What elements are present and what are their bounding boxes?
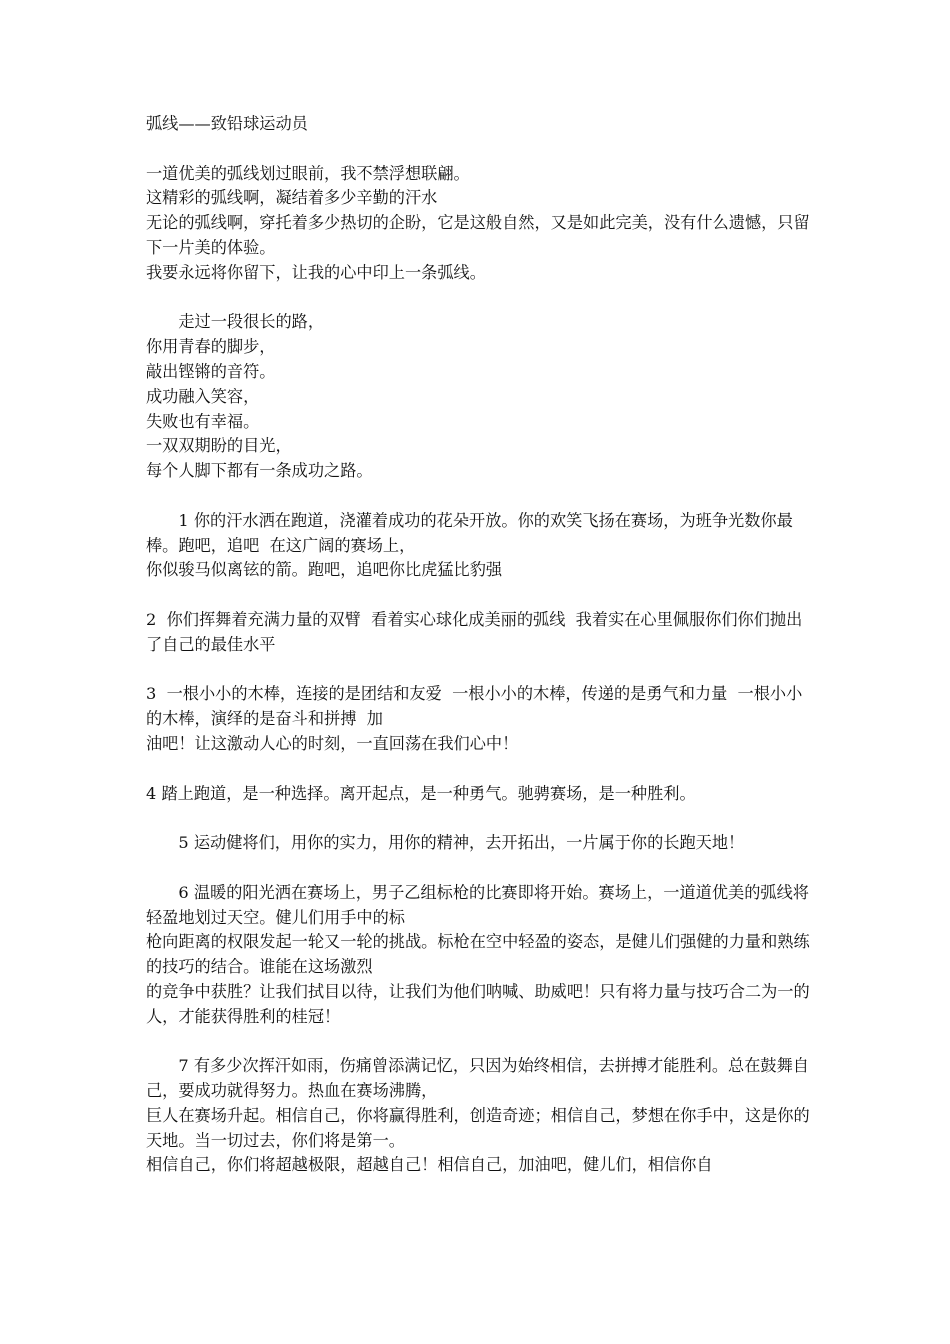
text-line: 4 踏上跑道，是一种选择。离开起点，是一种勇气。驰骋赛场，是一种胜利。 bbox=[146, 783, 696, 803]
poem-line: 成功融入笑容， bbox=[146, 386, 260, 406]
poem-line: 你用青春的脚步， bbox=[146, 337, 276, 357]
spacer bbox=[146, 583, 811, 608]
text-line: 枪向距离的权限发起一轮又一轮的挑战。标枪在空中轻盈的姿态，是健儿们强健的力量和熟练的技巧的结合。谁能在这场激烈 bbox=[146, 932, 810, 977]
item-4-paragraph bbox=[146, 782, 811, 807]
spacer bbox=[146, 757, 811, 782]
spacer bbox=[146, 658, 811, 683]
spacer bbox=[146, 856, 811, 881]
spacer bbox=[146, 1029, 811, 1054]
document-page bbox=[146, 112, 811, 1178]
text-line: 3 一根小小的木棒，连接的是团结和友爱 一根小小的木棒，传递的是勇气和力量 一根小小的木棒，演绎的是奋斗和拼搏 加 bbox=[146, 684, 803, 729]
text-line: 5 运动健将们，用你的实力，用你的精神，去开拓出，一片属于你的长跑天地！ bbox=[146, 833, 745, 853]
poem-line: 敲出铿锵的音符。 bbox=[146, 361, 276, 381]
text-line: 巨人在赛场升起。相信自己，你将赢得胜利，创造奇迹；相信自己，梦想在你手中，这是你的天地。当一切过去，你们将是第一。 bbox=[146, 1105, 810, 1150]
item-3-paragraph bbox=[146, 682, 811, 756]
intro-paragraph bbox=[146, 162, 811, 286]
document-title: 弧线——致铅球运动员 bbox=[146, 114, 308, 133]
item-1-paragraph bbox=[146, 509, 811, 583]
item-7-paragraph bbox=[146, 1054, 811, 1178]
spacer bbox=[146, 286, 811, 311]
text-line: 无论的弧线啊，穿托着多少热切的企盼，它是这般自然，又是如此完美，没有什么遗憾，只留下一片美的体验。 bbox=[146, 213, 810, 257]
text-line: 油吧！让这激动人心的时刻，一直回荡在我们心中！ bbox=[146, 733, 519, 753]
text-line: 这精彩的弧线啊，凝结着多少辛勤的汗水 bbox=[146, 188, 438, 208]
poem-line: 每个人脚下都有一条成功之路。 bbox=[146, 461, 373, 481]
text-line: 一道优美的弧线划过眼前，我不禁浮想联翩。 bbox=[146, 163, 470, 183]
spacer bbox=[146, 806, 811, 831]
item-6-paragraph bbox=[146, 881, 811, 1030]
text-line: 你似骏马似离铉的箭。跑吧，追吧你比虎猛比豹强 bbox=[146, 560, 503, 580]
poem-line: 失败也有幸福。 bbox=[146, 411, 260, 431]
text-line: 6 温暖的阳光洒在赛场上，男子乙组标枪的比赛即将开始。赛场上，一道道优美的弧线将轻盈地划过天空。健儿们用手中的标 bbox=[146, 882, 809, 927]
item-2-paragraph bbox=[146, 608, 811, 658]
text-line: 2 你们挥舞着充满力量的双臂 看着实心球化成美丽的弧线 我着实在心里佩服你们你们抛出了自己的最佳水平 bbox=[146, 609, 803, 654]
poem-stanza bbox=[146, 310, 811, 484]
text-line: 1 你的汗水洒在跑道，浇灌着成功的花朵开放。你的欢笑飞扬在赛场，为班争光数你最棒。跑吧，追吧 在这广阔的赛场上， bbox=[146, 510, 793, 555]
text-line: 相信自己，你们将超越极限，超越自己！相信自己，加油吧，健儿们，相信你自 bbox=[146, 1155, 713, 1175]
text-line: 我要永远将你留下，让我的心中印上一条弧线。 bbox=[146, 262, 486, 282]
text-line: 7 有多少次挥汗如雨，伤痛曾添满记忆，只因为始终相信，去拼搏才能胜利。总在鼓舞自己，要成功就得努力。热血在赛场沸腾， bbox=[146, 1056, 809, 1101]
spacer bbox=[146, 484, 811, 509]
poem-line: 走过一段很长的路， bbox=[146, 312, 325, 332]
item-5-paragraph bbox=[146, 831, 811, 856]
text-line: 的竞争中获胜？让我们拭目以待，让我们为他们呐喊、助威吧！只有将力量与技巧合二为一的人，才能获得胜利的桂冠！ bbox=[146, 981, 810, 1026]
poem-line: 一双双期盼的目光， bbox=[146, 436, 292, 456]
